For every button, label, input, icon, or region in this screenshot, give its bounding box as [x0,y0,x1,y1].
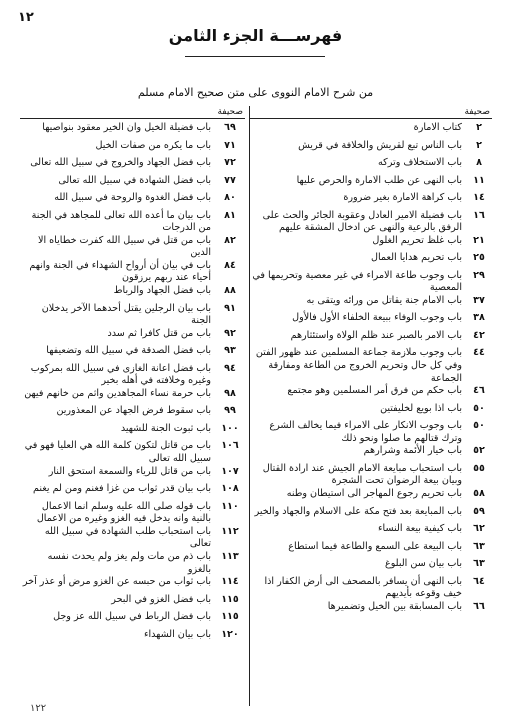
toc-entry-page: ١١٤ [221,576,239,588]
toc-entry-page: ١٠٠ [221,422,239,434]
toc-entry [20,501,245,526]
toc-entry-title: باب حكم من فرق أمر المسلمين وهو مجتمع [287,385,462,397]
toc-entry [250,140,492,158]
toc-entry-page: ٦٩ [224,122,236,133]
toc-entry-title: باب ثبوت الجنة للشهيد [120,422,211,434]
toc-entry-title: باب في بيان أن أرواح الشهداء في الجنة وانهم أحياء عند ربهم يرزقون [29,259,211,284]
toc-entry-title: باب خيار الأئمة وشرارهم [363,445,462,457]
toc-entry-title: باب فضل اعانة الغازى في سبيل الله بمركوب وغيره وخلافته في أهله بخير [30,362,211,387]
toc-entry-title: باب المبايعة بعد فتح مكة على الاسلام والجهاد والخير [254,505,462,517]
toc-entry [20,260,245,285]
toc-entry-title: باب من قتل في سبيل الله كفرت خطاياه الا الدين [37,234,211,259]
toc-entry [250,576,492,601]
title-block [0,26,511,45]
toc-entry [20,423,245,441]
toc-entry-page: ٢١ [473,234,485,246]
toc-entry-title: باب بيان الرجلين يقتل أحدهما الآخر يدخلان الجنة [41,302,211,327]
toc-entry-page: ٩٤ [224,362,236,374]
toc-entry-page: ٤٤ [473,347,485,359]
toc-entry [20,303,245,328]
toc-entry [250,347,492,385]
toc-entry-page: ٥٨ [473,488,485,500]
toc-entry-page: ١٦ [473,209,485,221]
toc-entry [20,285,245,303]
toc-entry [250,541,492,559]
toc-entry-page: ٨١ [224,209,236,221]
toc-entry-title: باب وجوب طاعة الامراء في غير معصية وتحريمها في المعصية [252,269,462,294]
toc-entry [20,388,245,406]
toc-entry-page: ١١٥ [221,611,239,623]
toc-entry-title: باب كيفية بيعة النساء [378,523,462,535]
toc-entry-title: باب فضل الجهاد والرباط [113,285,211,297]
toc-entry [250,157,492,175]
toc-entry [20,345,245,363]
toc-entry-page: ٦٦ [473,600,485,612]
toc-entry [250,488,492,506]
toc-entry [250,445,492,463]
toc-entry-title: باب سقوط فرض الجهاد عن المعذورين [56,405,211,417]
toc-entries-left [20,122,245,646]
toc-entry-page: ٢٩ [473,269,485,281]
toc-entry-page: ١٤ [473,192,485,203]
toc-entry-page: ٧٧ [224,174,236,186]
toc-entry [250,192,492,210]
toc-entry-page: ٨ [476,157,482,168]
toc-column-right [250,106,492,706]
toc-entry [20,440,245,465]
column-header-rule [250,118,492,119]
toc-entry [20,328,245,346]
table-of-contents [20,106,492,706]
toc-entry-title: باب الناس تبع لقريش والخلافة في قريش [298,139,462,151]
column-header-left: صحيفة [217,107,243,117]
toc-entry-title: باب فضل الجهاد والخروج في سبيل الله تعالى [30,157,211,168]
toc-entry-title: باب الامر بالصبر عند ظلم الولاة واستئثارهم [290,329,462,341]
toc-entry [20,157,245,175]
toc-entry-title: باب فضيلة الخيل وان الخير معقود بنواصيها [42,122,211,133]
toc-entry-title: كتاب الامارة [413,122,462,133]
footer-page-number: ١٢٢ [30,703,47,714]
toc-entry-title: باب فضل الشهادة في سبيل الله تعالى [58,174,211,186]
toc-entry-page: ٣٨ [473,312,485,324]
toc-entry-page: ٣٧ [473,294,485,306]
toc-entry [20,611,245,629]
toc-entry-title: باب بيان قدر ثواب من غزا فغنم ومن لم يغنم [32,483,211,495]
toc-entry-page: ٩٢ [224,327,236,339]
toc-entry [20,594,245,612]
toc-entry-title: باب وجوب الانكار على الامراء فيما يخالف الشرع وترك قتالهم ما صلوا ونحو ذلك [269,420,462,444]
toc-entry [20,122,245,140]
toc-entry-title: باب كراهة الامارة بغير ضرورة [343,192,462,203]
toc-entry [20,551,245,576]
toc-entry [250,601,492,619]
toc-entry-title: باب بيان سن البلوغ [385,558,462,570]
toc-entry [20,576,245,594]
toc-entry-title: باب ذم من مات ولم يغز ولم يحدث نفسه بالغزو [47,551,211,575]
toc-entry [250,295,492,313]
toc-entry-title: باب استحباب مبايعة الامام الجيش عند ارادة القتال وبيان بيعة الرضوان تحت الشجرة [262,462,462,487]
toc-entry-title: باب وجوب الوفاء ببيعة الخلفاء الأول فالأول [292,312,462,324]
toc-entry-title: باب ما يكره من صفات الخيل [95,139,211,151]
toc-entry [20,526,245,551]
toc-entry-title: باب الامام جنة يقاتل من ورائه ويتقى به [306,294,462,306]
toc-entry-page: ٤٢ [473,329,485,341]
toc-entry [250,463,492,488]
toc-entry-page: ١١٢ [221,525,239,537]
toc-entry-title: باب حرمة نساء المجاهدين واثم من خانهم فيهن [24,387,211,399]
toc-entry-title: باب فضل الغدوة والروحة في سبيل الله [54,192,211,203]
toc-entry [250,558,492,576]
toc-entry-title: باب تحريم هدايا العمال [371,252,462,264]
toc-entry [20,483,245,501]
toc-entry [250,270,492,295]
toc-entry-page: ٢ [476,122,482,133]
toc-entry [20,405,245,423]
page-title: فهرســـة الجزء الثامن [168,26,343,45]
toc-entry-page: ٨٠ [224,192,236,203]
toc-entry [20,140,245,158]
toc-entries-right [250,122,492,618]
toc-entry-title: باب فضل الغزو في البحر [111,593,211,605]
toc-entry-page: ١٠٨ [221,483,239,495]
toc-entry-page: ٦٤ [473,575,485,587]
toc-entry-page: ٥٠ [473,420,485,432]
toc-entry-page: ٥٠ [473,402,485,414]
toc-entry [20,235,245,260]
toc-entry-page: ١١٣ [221,551,239,562]
toc-entry-title: باب ثواب من حبسه عن الغزو مرض أو عذر آخر [22,576,211,588]
toc-entry-title: باب فضل الرباط في سبيل الله عز وجل [53,611,211,623]
toc-entry-title: باب الاستخلاف وتركه [378,157,462,168]
toc-entry [250,210,492,235]
toc-entry-page: ٩٩ [224,405,236,417]
toc-entry-page: ٦٣ [473,558,485,570]
toc-entry-title: باب وجوب ملازمة جماعة المسلمين عند ظهور الفتن وفي كل حال وتحريم الخروج من الطاعة ومفارقة الجماعة [255,347,462,384]
toc-entry-title: باب من قتل كافرا ثم سدد [107,327,211,339]
toc-entry [250,403,492,421]
toc-entry-page: ٩٨ [224,387,236,399]
toc-entry-page: ١١ [473,174,485,186]
toc-entry-title: باب فضل الصدقة في سبيل الله وتضعيفها [46,345,211,357]
page-subtitle: من شرح الامام النووى على متن صحيح الامام مسلم [137,86,374,99]
toc-entry-page: ١٢٠ [221,628,239,640]
toc-entry-page: ٩١ [224,302,236,314]
toc-entry-title: باب من قاتل لتكون كلمة الله هي العليا فهو في سبيل الله تعالى [24,440,211,465]
toc-entry-page: ١١٥ [221,593,239,605]
toc-entry-page: ٥٩ [473,505,485,517]
toc-entry-page: ١١٠ [221,500,239,512]
toc-entry [250,122,492,140]
toc-entry-page: ٨٨ [224,285,236,297]
toc-entry-page: ٦٢ [473,523,485,535]
toc-entry [20,210,245,235]
toc-entry-page: ٨٤ [224,259,236,271]
toc-entry [20,175,245,193]
toc-entry-page: ٥٢ [473,445,485,457]
toc-entry-page: ١٠٦ [221,440,239,452]
toc-entry-title: باب اذا بويع لخليفتين [380,402,462,414]
toc-entry-page: ٥٥ [473,462,485,474]
toc-entry [250,506,492,524]
toc-entry-title: باب المسابقة بين الخيل وتضميرها [327,600,462,612]
toc-entry-page: ٦٣ [473,540,485,552]
toc-entry-page: ٤٦ [473,385,485,397]
column-header-rule [20,118,245,119]
toc-entry [20,629,245,647]
toc-entry-title: باب النهى عن طلب الامارة والحرص عليها [296,174,462,186]
toc-entry-title: باب قوله صلى الله عليه وسلم انما الاعمال بالنية وانه يدخل فيه الغزو وغيره من الاعمال [36,500,211,525]
toc-entry [20,466,245,484]
toc-entry-page: ٨٢ [224,234,236,246]
toc-entry-title: باب فضيلة الامير العادل وعقوبة الجائر والحث على الرفق بالرعية والنهى عن ادخال المشقة عليهم [262,209,462,234]
toc-entry-title: باب من قاتل للرياء والسمعة استحق النار [48,465,211,477]
toc-entry-title: باب بيان ما أعده الله تعالى للمجاهد في الجنة من الدرجات [31,209,211,234]
toc-entry [250,330,492,348]
toc-entry [20,363,245,388]
toc-entry-page: ٢ [476,139,482,151]
toc-entry-title: باب النهى أن يسافر بالمصحف الى أرض الكفار اذا خيف وقوعه بأيديهم [264,575,462,600]
title-underline [185,56,325,57]
column-header-right: صحيفة [464,107,490,117]
toc-entry-title: باب بيان الشهداء [143,628,211,640]
toc-entry-title: باب غلظ تحريم الغلول [372,234,462,246]
toc-entry [250,252,492,270]
toc-entry-title: باب تحريم رجوع المهاجر الى استيطان وطنه [286,488,462,500]
toc-entry-page: ٧١ [224,139,236,151]
toc-entry-page: ٧٢ [224,157,236,168]
toc-column-left [20,106,245,706]
toc-entry-title: باب البيعة على السمع والطاعة فيما استطاع [288,540,462,552]
toc-entry [250,385,492,403]
toc-entry [250,235,492,253]
toc-entry [250,312,492,330]
toc-entry-title: باب استحباب طلب الشهادة في سبيل الله تعالى [44,525,211,550]
page-number: ١٢ [18,10,34,25]
toc-entry [250,523,492,541]
toc-entry [20,192,245,210]
toc-entry-page: ١٠٧ [221,465,239,477]
toc-entry-page: ٩٣ [224,345,236,357]
toc-entry [250,420,492,445]
toc-entry [250,175,492,193]
toc-entry-page: ٢٥ [473,252,485,264]
